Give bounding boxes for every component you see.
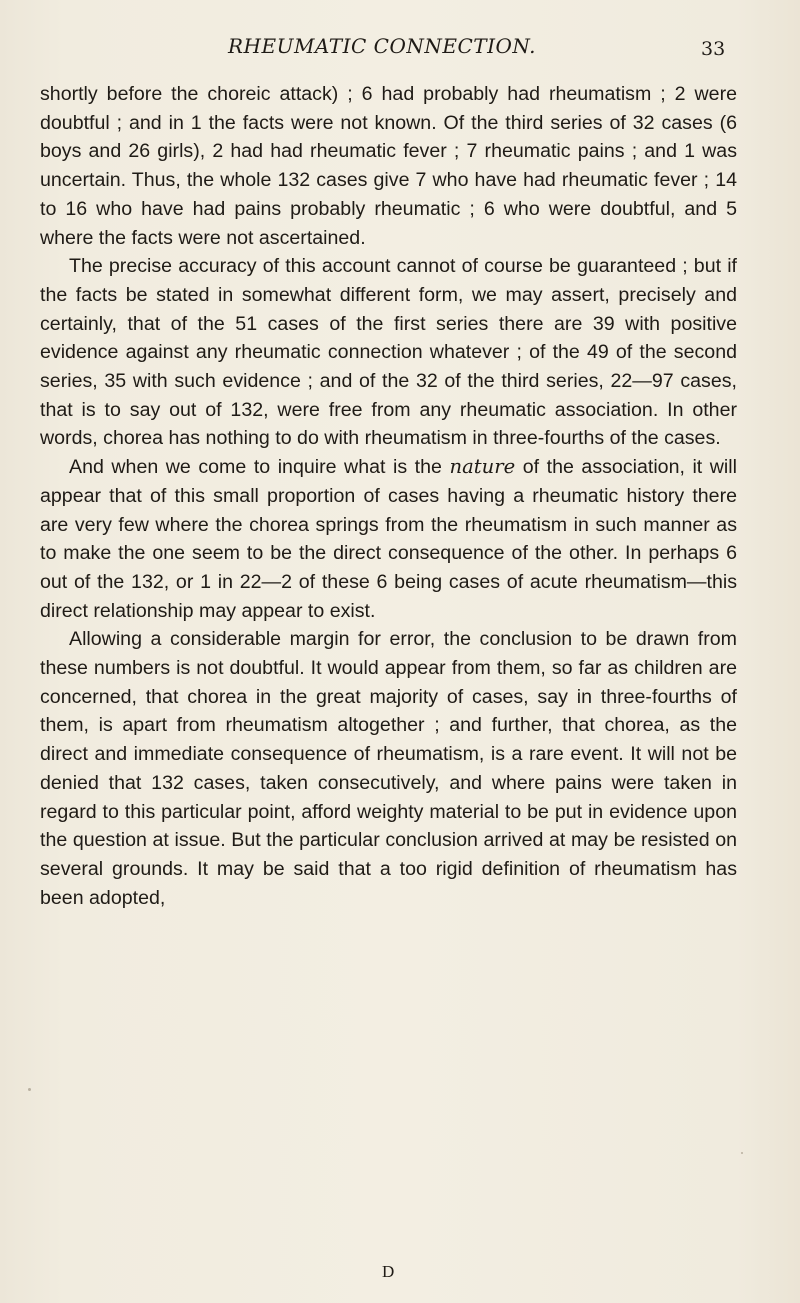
paper-speck [741, 1152, 743, 1154]
paper-speck [28, 1088, 31, 1091]
signature-mark: D [382, 1262, 396, 1281]
paragraph-3-emphasis: nature [449, 455, 516, 479]
paragraph-3-text-start: And when we come to inquire what is the [69, 456, 442, 479]
body-text [40, 80, 737, 912]
paragraph-1 [40, 80, 737, 252]
paragraph-2-text: The precise accuracy of this account cannot of course be guaranteed ; but if the facts be stated in somewhat different form, we may assert, precisely and certainly, that of the 51 cases of the first series there are 39 with positive evidence against any rheumatic connection whatever ; of the 49 of the second series, 35 with such evidence ; and of the 32 of the third series, 22—97 cases, that is to say out of 132, were free from any rheumatic association. In other words, chorea has nothing to do with rheumatism in three-fourths of the cases. [40, 255, 737, 450]
paragraph-2 [40, 252, 737, 453]
paragraph-3 [40, 453, 737, 625]
page-number: 33 [701, 38, 726, 60]
running-title: RHEUMATIC CONNECTION. [228, 34, 536, 58]
paragraph-3-text-end: of the association, it will appear that of this small proportion of cases having a rheumatic history there are very few where the chorea springs from the rheumatism in such manner as to make the one seem to be the direct consequence of the other. In perhaps 6 out of the 132, or 1 in 22—2 of these 6 being cases of acute rheumatism—this direct relationship may appear to exist. [40, 456, 737, 622]
paragraph-1-text: shortly before the choreic attack) ; 6 had probably had rheumatism ; 2 were doubtful ; and in 1 the facts were not known. Of the third series of 32 cases (6 boys and 26 girls), 2 had had rheumatic fever ; 7 rheumatic pains ; and 1 was uncertain. Thus, the whole 132 cases give 7 who have had rheumatic fever ; 14 to 16 who have had pains probably rheumatic ; 6 who were doubtful, and 5 where the facts were not ascertained. [40, 83, 737, 249]
running-head [0, 34, 800, 64]
paragraph-4-text: Allowing a considerable margin for error, the conclusion to be drawn from these numbers is not doubtful. It would appear from them, so far as children are concerned, that chorea in the great majority of cases, say in three-fourths of them, is apart from rheumatism altogether ; and further, that chorea, as the direct and immediate consequence of rheumatism, is a rare event. It will not be denied that 132 cases, taken consecutively, and where pains were taken in regard to this particular point, afford weighty material to be put in evidence upon the question at issue. But the particular conclusion arrived at may be resisted on several grounds. It may be said that a too rigid definition of rheumatism has been adopted, [40, 628, 737, 909]
paragraph-4 [40, 625, 737, 912]
